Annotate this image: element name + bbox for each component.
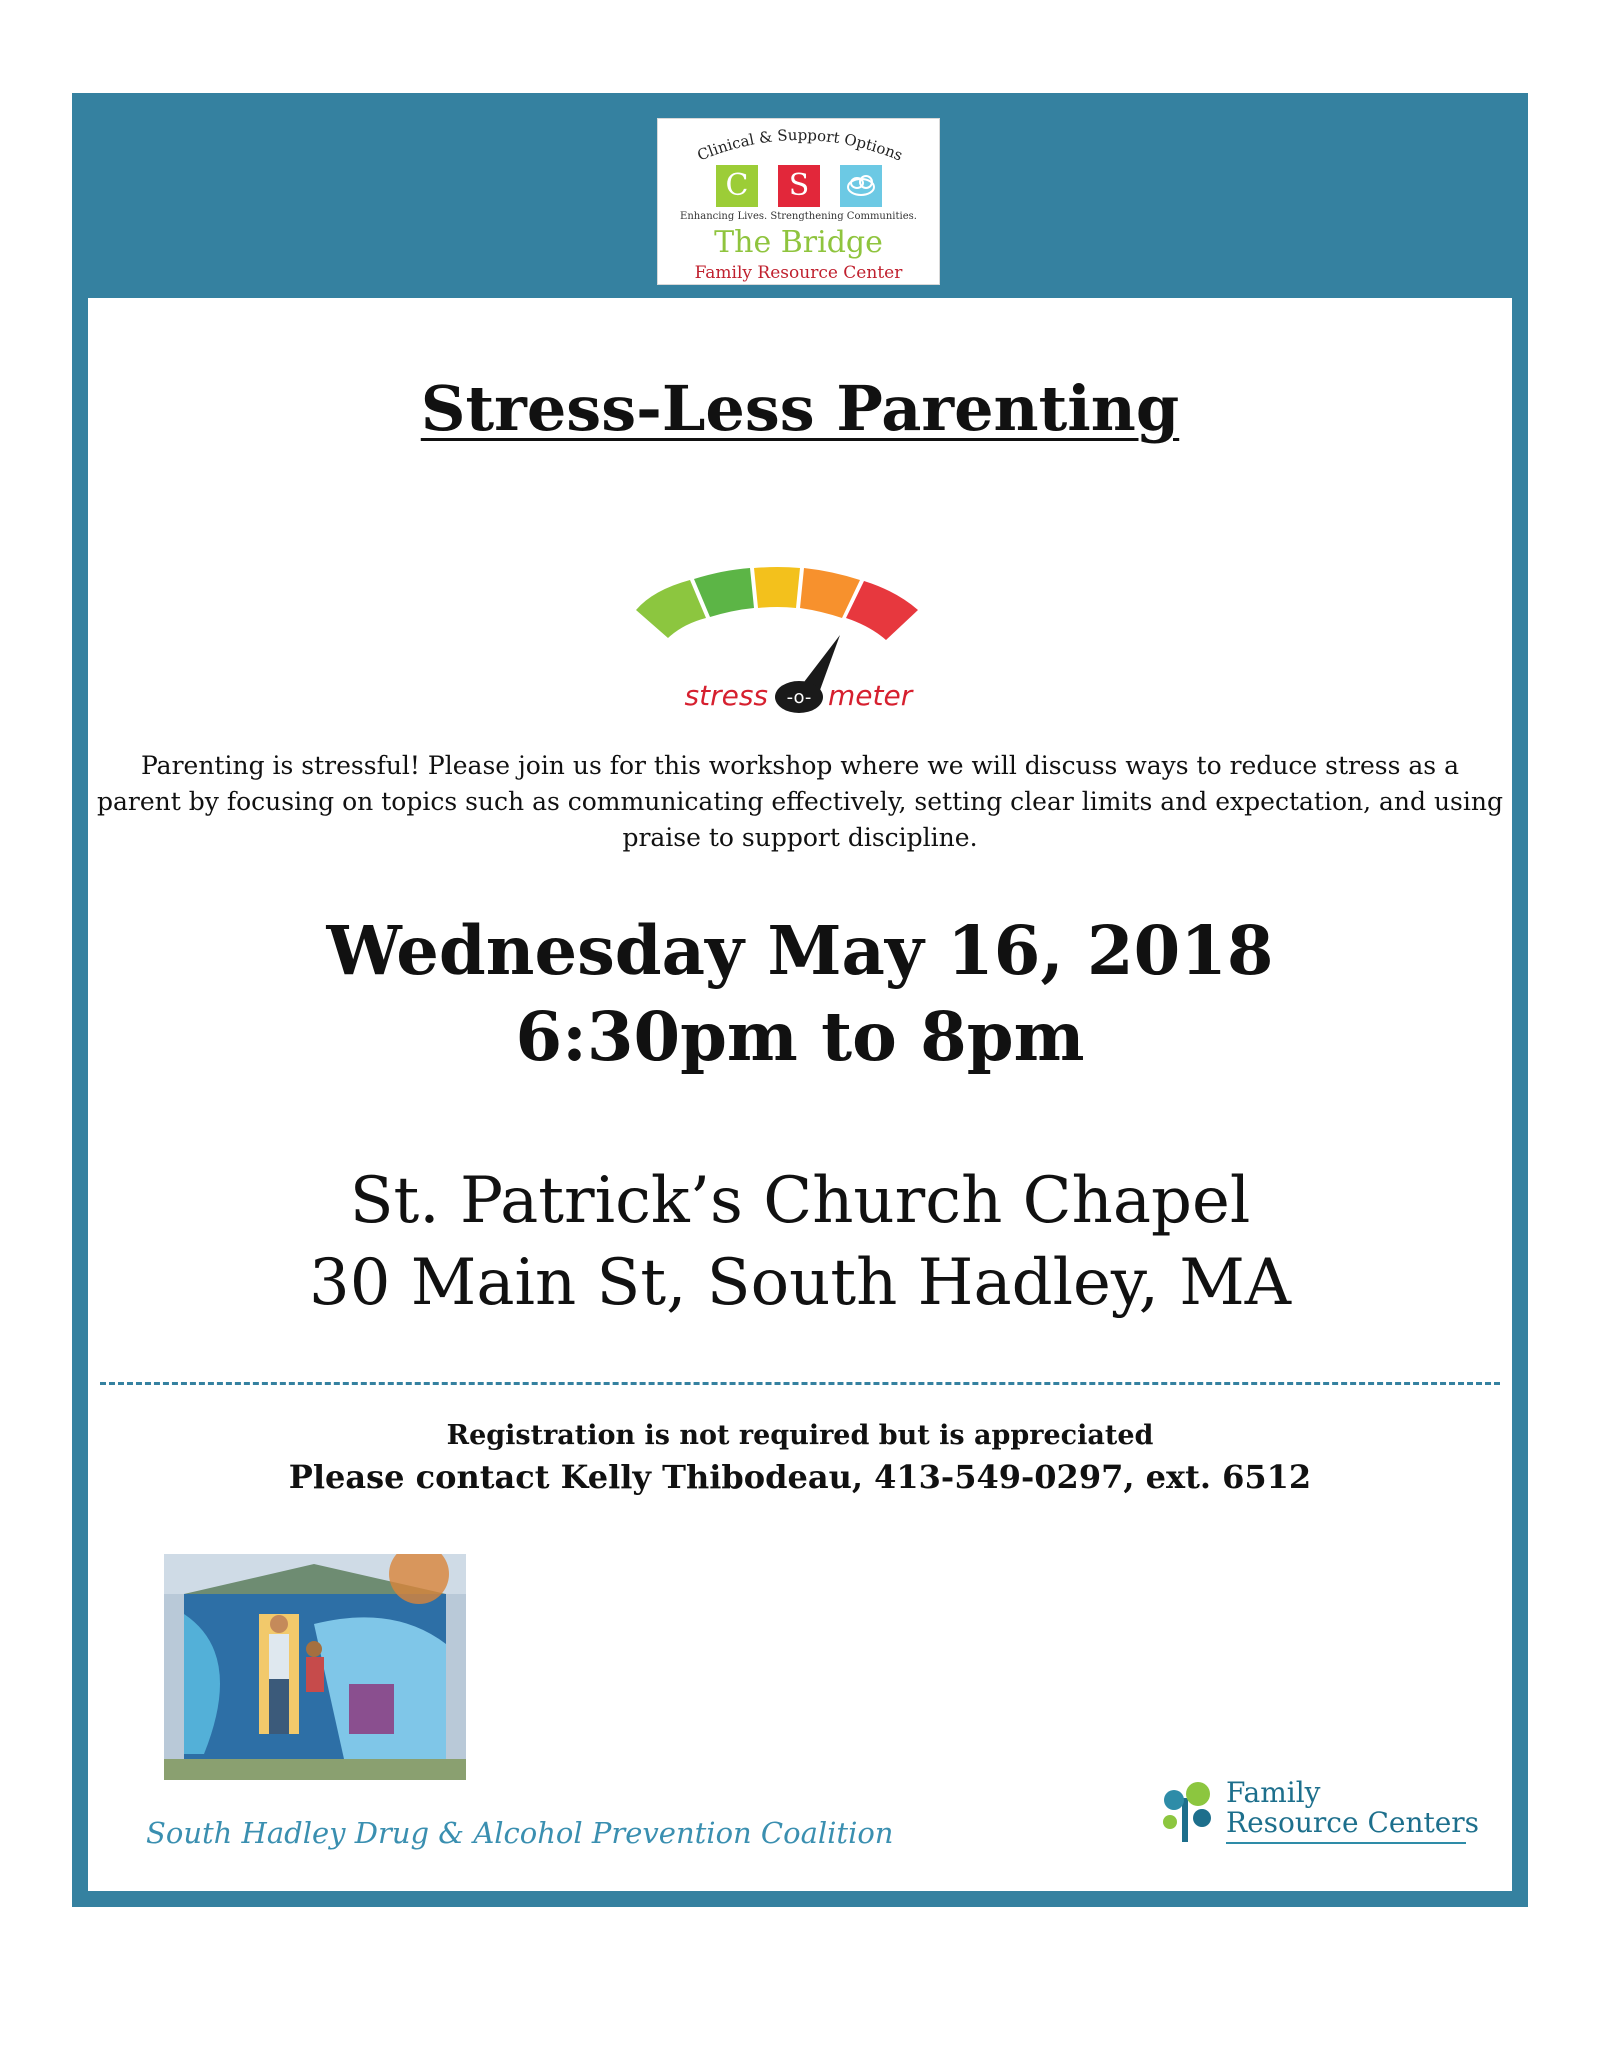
stress-meter-gauge-icon	[628, 550, 968, 720]
event-title: Stress-Less Parenting	[420, 372, 1180, 445]
svg-text:meter: meter	[828, 679, 913, 712]
frc-underline	[1226, 1842, 1466, 1844]
venue-name: St. Patrick’s Church Chapel	[349, 1164, 1251, 1238]
svg-text:-o-: -o-	[786, 687, 812, 708]
event-description: Parenting is stressful! Please join us for this workshop where we will discuss ways to reduce stress as a parent by focusing on topics such as communicating effectively, setting clear limits and expectation, and using praise to support discipline.	[97, 751, 1503, 852]
frc-line2: Resource Centers	[1226, 1806, 1480, 1839]
venue-address: 30 Main St, South Hadley, MA	[309, 1246, 1291, 1320]
mural-photo	[164, 1554, 466, 1780]
registration-contact: Please contact Kelly Thibodeau, 413-549-0297, ext. 6512	[288, 1458, 1312, 1496]
logo-name: The Bridge	[714, 225, 883, 260]
family-resource-centers-logo	[1160, 1776, 1480, 1848]
logo-s-square: S	[778, 165, 820, 207]
logo-subtitle: Family Resource Center	[694, 263, 903, 283]
logo-cloud-icon	[840, 165, 882, 207]
tree-icon	[1160, 1780, 1220, 1844]
cso-bridge-logo	[657, 118, 940, 285]
dashed-divider	[100, 1382, 1500, 1385]
event-venue	[88, 1160, 1512, 1324]
event-time: 6:30pm to 8pm	[515, 997, 1085, 1076]
svg-text:stress: stress	[684, 679, 768, 712]
logo-tagline: Enhancing Lives. Strengthening Communities.	[680, 211, 917, 222]
cloud-icon	[840, 165, 882, 207]
event-date: Wednesday May 16, 2018	[326, 911, 1274, 990]
svg-text:Clinical & Support Options: Clinical & Support Options	[694, 125, 906, 165]
logo-c-square: C	[716, 165, 758, 207]
frc-line1: Family	[1226, 1776, 1321, 1809]
event-datetime	[88, 908, 1512, 1080]
coalition-name: South Hadley Drug & Alcohol Prevention Coalition	[146, 1816, 894, 1850]
registration-note: Registration is not required but is appreciated	[446, 1420, 1154, 1451]
